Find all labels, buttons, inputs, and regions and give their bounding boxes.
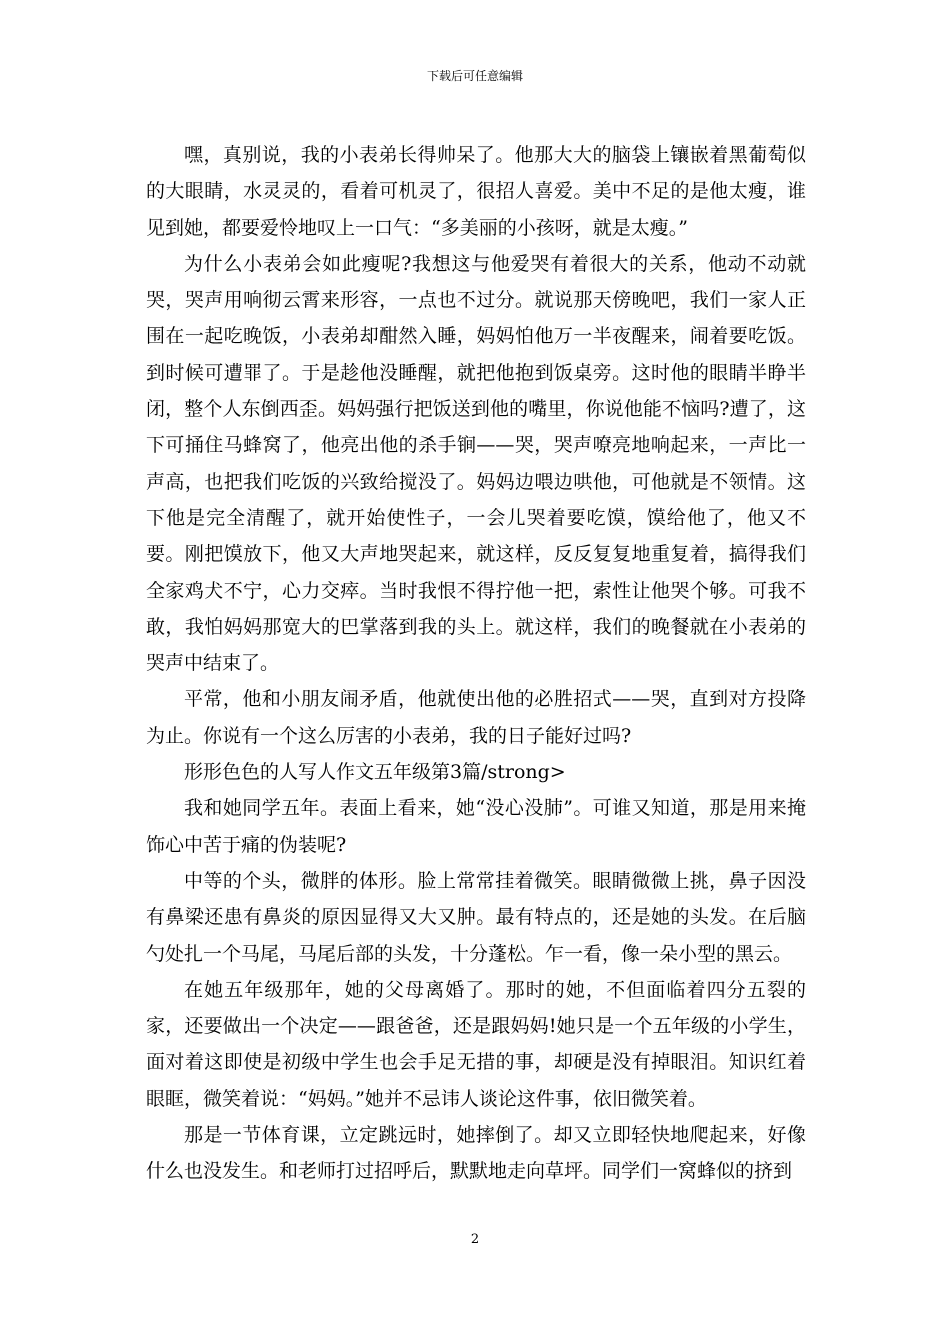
paragraph-1: 嘿，真别说，我的小表弟长得帅呆了。他那大大的脑袋上镶嵌着黑葡萄似的大眼睛，水灵灵的，看着可机灵了，很招人喜爱。美中不足的是他太瘦，谁见到她，都要爱怜地叹上一口气：“多美丽的小孩呀，就是太瘦。” [146, 144, 806, 239]
page-number: 2 [470, 1232, 480, 1247]
page-header: 下载后可任意编辑 [426, 69, 523, 83]
paragraph-2: 为什么小表弟会如此瘦呢?我想这与他爱哭有着很大的关系，他动不动就哭，哭声用响彻云霄来形容，一点也不过分。就说那天傍晚吧，我们一家人正围在一起吃晚饭，小表弟却酣然入睡，妈妈怕他万一半夜醒来，闹着要吃饭。到时候可遭罪了。于是趁他没睡醒，就把他抱到饭桌旁。这时他的眼睛半睁半闭，整个人东倒西歪。妈妈强行把饭送到他的嘴里，你说他能不恼吗?遭了，这下可捅住马蜂窝了，他亮出他的杀手锏——哭，哭声嘹亮地响起来，一声比一声高，也把我们吃饭的兴致给搅没了。妈妈边喂边哄他，可他就是不领情。这下他是完全清醒了，就开始使性子，一会儿哭着要吃馍，馍给他了，他又不要。刚把馍放下，他又大声地哭起来，就这样，反反复复地重复着，搞得我们全家鸡犬不宁，心力交瘁。当时我恨不得拧他一把，索性让他哭个够。可我不敢，我怕妈妈那宽大的巴掌落到我的头上。就这样，我们的晚餐就在小表弟的哭声中结束了。 [146, 252, 806, 675]
paragraph-4: 我和她同学五年。表面上看来，她“没心没肺”。可谁又知道，那是用来掩饰心中苦于痛的伪装呢? [146, 797, 806, 856]
paragraph-7: 那是一节体育课，立定跳远时，她摔倒了。却又立即轻快地爬起来，好像什么也没发生。和老师打过招呼后，默默地走向草坪。同学们一窝蜂似的挤到 [146, 1124, 806, 1183]
section-heading: 形形色色的人写人作文五年级第3篇/strong> [184, 761, 566, 784]
paragraph-5: 中等的个头，微胖的体形。脸上常常挂着微笑。眼睛微微上挑，鼻子因没有鼻梁还患有鼻炎的原因显得又大又肿。最有特点的，还是她的头发。在后脑勺处扎一个马尾，马尾后部的头发，十分蓬松。乍一看，像一朵小型的黑云。 [146, 869, 806, 965]
paragraph-3: 平常，他和小朋友闹矛盾，他就使出他的必胜招式——哭，直到对方投降为止。你说有一个这么厉害的小表弟，我的日子能好过吗? [146, 688, 806, 747]
document-body [146, 137, 806, 1190]
paragraph-6: 在她五年级那年，她的父母离婚了。那时的她，不但面临着四分五裂的家，还要做出一个决定——跟爸爸，还是跟妈妈!她只是一个五年级的小学生，面对着这即使是初级中学生也会手足无措的事，却硬是没有掉眼泪。知识红着眼眶，微笑着说：“妈妈。”她并不忌讳人谈论这件事，依旧微笑着。 [146, 978, 806, 1110]
